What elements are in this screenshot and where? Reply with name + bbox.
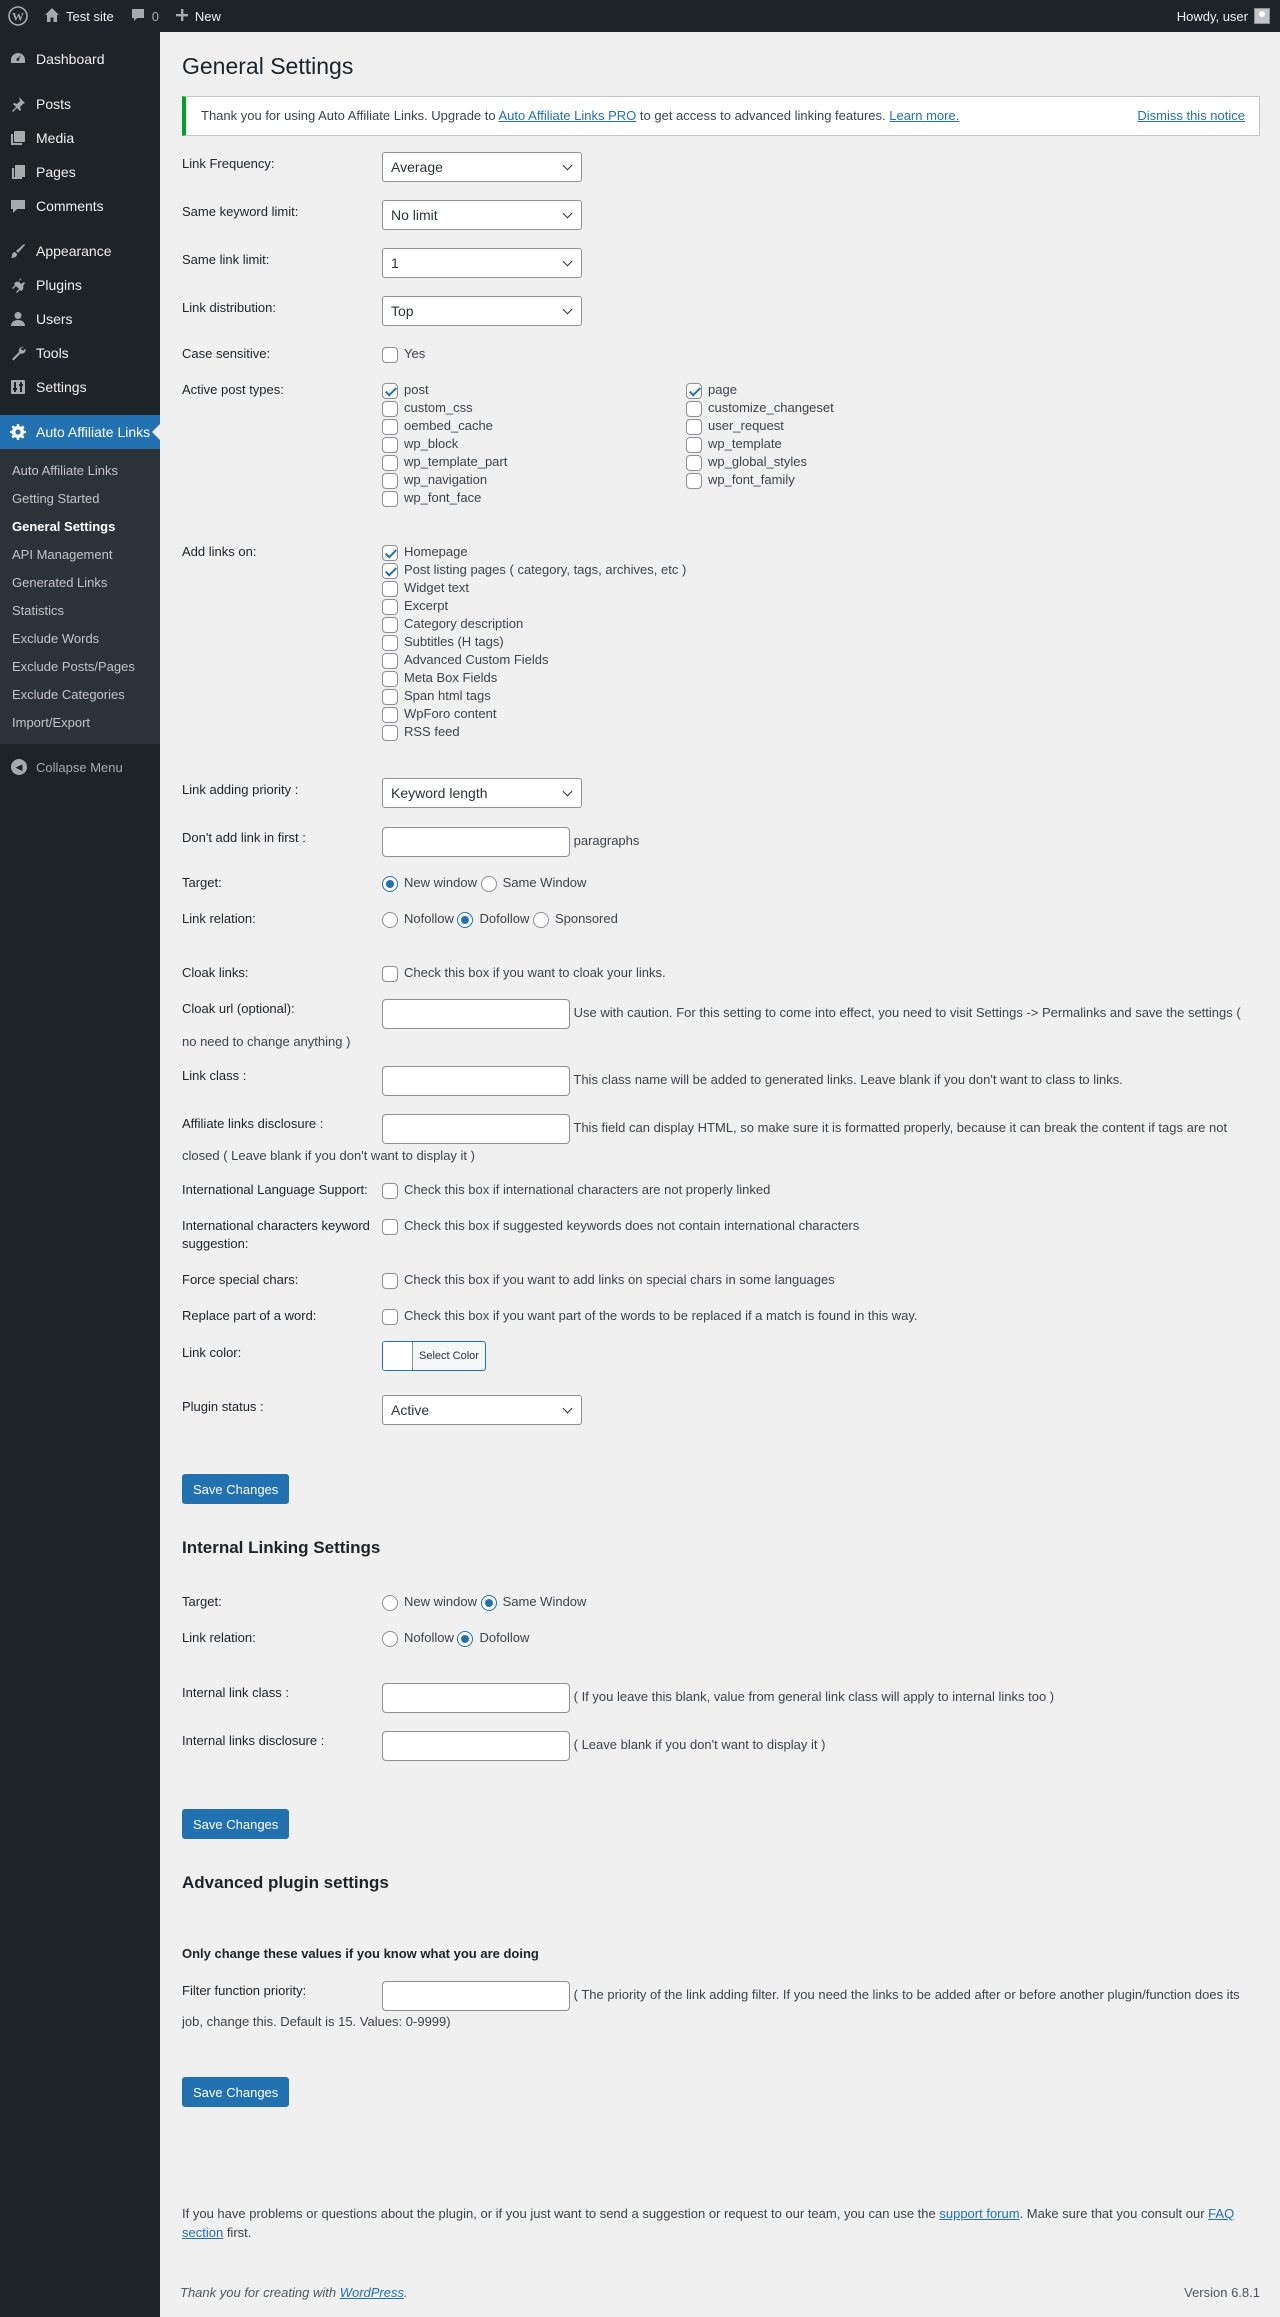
select-color-label: Select Color — [419, 1350, 479, 1362]
dashboard-icon — [0, 50, 36, 68]
filter-priority-desc: ( The priority of the link adding filter. If you need the links to be added after or before another plugin/function does its — [573, 1987, 1240, 2002]
post-type-user-request-checkbox[interactable] — [686, 419, 702, 435]
sidebar-item-label: Settings — [36, 379, 87, 395]
affiliate-disclosure-desc-2: closed ( Leave blank if you don't want to display it ) — [182, 1148, 475, 1163]
link-priority-value: Keyword length — [391, 785, 488, 801]
add-links-option-label: Subtitles (H tags) — [404, 634, 504, 649]
label-replace-part: Replace part of a word: — [182, 1308, 317, 1323]
footer-thanks: Thank you for creating with WordPress. — [180, 2285, 408, 2300]
same-link-limit-value: 1 — [391, 255, 399, 271]
submenu-exclude-categories[interactable]: Exclude Categories — [12, 686, 125, 702]
post-type-wp-block-checkbox[interactable] — [382, 437, 398, 453]
comments-link[interactable] — [122, 0, 167, 32]
same-keyword-limit-select[interactable] — [382, 200, 582, 230]
comment-icon — [130, 7, 146, 26]
sidebar-item-label: Pages — [36, 164, 76, 180]
color-swatch — [383, 1342, 413, 1370]
label-same-keyword-limit: Same keyword limit: — [182, 204, 299, 219]
target-same-window-radio[interactable] — [481, 876, 497, 892]
add-links-option-label: Meta Box Fields — [404, 670, 498, 685]
collapse-menu-label: Collapse Menu — [36, 759, 123, 775]
label-plugin-status: Plugin status : — [182, 1399, 264, 1414]
submenu-api-management[interactable]: API Management — [12, 546, 113, 562]
internal-relation-option-label: Nofollow — [404, 1630, 454, 1645]
submenu-statistics[interactable]: Statistics — [12, 602, 65, 618]
sidebar-item-label: Dashboard — [36, 51, 105, 67]
label-link-color: Link color: — [182, 1345, 242, 1360]
filter-priority-desc-2: job, change this. Default is 15. Values: 0-9999) — [182, 2014, 451, 2029]
save-advanced-button[interactable]: Save Changes — [182, 2077, 289, 2107]
submenu-exclude-words[interactable]: Exclude Words — [12, 630, 100, 646]
internal-class-desc: ( If you leave this blank, value from general link class will apply to internal links too ) — [573, 1689, 1055, 1704]
link-distribution-value: Top — [391, 303, 414, 319]
sidebar-item-media[interactable] — [0, 121, 160, 155]
post-type-label: wp_template_part — [404, 454, 508, 469]
sidebar-item-label: Users — [36, 311, 73, 327]
pro-link[interactable]: Auto Affiliate Links PRO — [498, 108, 637, 124]
label-link-priority: Link adding priority : — [182, 782, 299, 797]
submenu-getting-started[interactable]: Getting Started — [12, 490, 100, 506]
internal-target-same-window-radio[interactable] — [481, 1595, 497, 1611]
cloak-links-text: Check this box if you want to cloak your links. — [404, 965, 666, 980]
post-type-page-checkbox[interactable] — [686, 383, 702, 399]
post-type-wp-font-face-checkbox[interactable] — [382, 491, 398, 507]
add-links-option-label: Widget text — [404, 580, 470, 595]
affiliate-disclosure-desc: This field can display HTML, so make sure it is formatted properly, because it can break the content if tags are not — [573, 1120, 1228, 1135]
support-forum-link[interactable]: support forum — [939, 2206, 1020, 2221]
case-sensitive-option: Yes — [404, 346, 426, 361]
intl-language-checkbox[interactable] — [382, 1183, 398, 1199]
post-type-oembed-cache-checkbox[interactable] — [382, 419, 398, 435]
plugin-status-select[interactable] — [382, 1395, 582, 1425]
label-same-link-limit: Same link limit: — [182, 252, 270, 267]
footer — [180, 2285, 1260, 2300]
wrench-icon — [0, 344, 36, 362]
add-links-acf-checkbox[interactable] — [382, 653, 398, 669]
post-type-customize-changeset-checkbox[interactable] — [686, 401, 702, 417]
post-type-label: wp_font_face — [404, 490, 482, 505]
submenu-import-export[interactable]: Import/Export — [12, 714, 91, 730]
sidebar-item-label: Comments — [36, 198, 104, 214]
new-content-link[interactable] — [167, 0, 229, 32]
notice-text-2: to get access to advanced linking features. — [636, 108, 890, 124]
affiliate-disclosure-input[interactable] — [382, 1114, 570, 1144]
sidebar-item-tools[interactable] — [0, 336, 160, 370]
collapse-arrow-icon: ◀ — [11, 759, 27, 775]
label-case-sensitive: Case sensitive: — [182, 346, 271, 361]
brush-icon — [0, 242, 36, 260]
learn-more-link[interactable]: Learn more. — [889, 108, 960, 124]
post-type-wp-template-part-checkbox[interactable] — [382, 455, 398, 471]
add-links-rss-checkbox[interactable] — [382, 725, 398, 741]
post-type-label: wp_block — [404, 436, 459, 451]
new-label: New — [194, 8, 221, 24]
cloak-url-desc: Use with caution. For this setting to come into effect, you need to visit Settings -> Permalinks and save the settings ( — [573, 1005, 1241, 1020]
post-type-label: custom_css — [404, 400, 473, 415]
sidebar-item-posts[interactable] — [0, 87, 160, 121]
internal-class-input[interactable] — [382, 1683, 570, 1713]
post-type-label: wp_template — [708, 436, 782, 451]
post-type-wp-navigation-checkbox[interactable] — [382, 473, 398, 489]
internal-target-option-label: New window — [404, 1594, 477, 1609]
home-icon — [44, 7, 60, 26]
sidebar-item-label: Auto Affiliate Links — [36, 424, 151, 440]
add-links-option-label: Span html tags — [404, 688, 491, 703]
plugin-icon — [0, 276, 36, 294]
intl-language-text: Check this box if international characters are not properly linked — [404, 1182, 771, 1197]
admin-sidebar — [0, 32, 160, 2317]
save-internal-button[interactable]: Save Changes — [182, 1809, 289, 1839]
link-frequency-value: Average — [391, 159, 443, 175]
label-affiliate-disclosure: Affiliate links disclosure : — [182, 1116, 324, 1131]
label-filter-priority: Filter function priority: — [182, 1983, 307, 1998]
add-links-option-label: WpForo content — [404, 706, 497, 721]
submenu-general-settings[interactable]: General Settings — [12, 518, 116, 534]
sidebar-item-plugins[interactable] — [0, 268, 160, 302]
cloak-url-desc-2: no need to change anything ) — [182, 1034, 351, 1049]
add-links-span-checkbox[interactable] — [382, 689, 398, 705]
post-type-label: wp_navigation — [404, 472, 488, 487]
row-save-general — [182, 1474, 1260, 1504]
advanced-section-title: Advanced plugin settings — [182, 1873, 389, 1892]
label-target: Target: — [182, 875, 222, 890]
label-cloak-url: Cloak url (optional): — [182, 1001, 295, 1016]
site-name-link[interactable] — [36, 0, 122, 32]
sidebar-item-label: Posts — [36, 96, 72, 112]
label-intl-keyword: International characters keyword suggestion: — [182, 1218, 370, 1251]
sidebar-item-label: Plugins — [36, 277, 82, 293]
plus-icon — [175, 8, 189, 25]
post-type-label: wp_font_family — [708, 472, 795, 487]
comments-count: 0 — [151, 8, 159, 24]
post-type-label: wp_global_styles — [708, 454, 808, 469]
filter-priority-input[interactable] — [382, 1981, 570, 2011]
paragraphs-suffix: paragraphs — [573, 833, 640, 848]
post-type-custom-css-checkbox[interactable] — [382, 401, 398, 417]
wordpress-logo-icon[interactable] — [0, 0, 36, 32]
sidebar-item-auto-affiliate-links[interactable] — [0, 415, 160, 449]
label-link-distribution: Link distribution: — [182, 300, 276, 315]
dismiss-notice-link[interactable]: Dismiss this notice — [1137, 108, 1245, 124]
internal-target-new-window-radio[interactable] — [382, 1595, 398, 1611]
intl-keyword-checkbox[interactable] — [382, 1219, 398, 1235]
collapse-menu-button[interactable] — [0, 750, 160, 784]
add-links-option-label: Advanced Custom Fields — [404, 652, 549, 667]
media-icon — [0, 129, 36, 147]
sidebar-item-label: Appearance — [36, 243, 112, 259]
label-force-special-chars: Force special chars: — [182, 1272, 299, 1287]
add-links-metabox-checkbox[interactable] — [382, 671, 398, 687]
label-active-post-types: Active post types: — [182, 382, 284, 397]
row-save-internal — [182, 1809, 1260, 1839]
relation-option-label: Sponsored — [554, 911, 618, 926]
link-class-desc: This class name will be added to generated links. Leave blank if you don't want to class to links. — [573, 1072, 1123, 1087]
link-frequency-select[interactable] — [382, 152, 582, 182]
row-save-advanced — [182, 2077, 1260, 2107]
internal-section-title: Internal Linking Settings — [182, 1538, 381, 1557]
label-add-links-on: Add links on: — [182, 544, 257, 559]
force-special-chars-text: Check this box if you want to add links on special chars in some languages — [404, 1272, 835, 1287]
advanced-section — [182, 1873, 1260, 1893]
label-internal-disclosure: Internal links disclosure : — [182, 1733, 325, 1748]
post-type-post-checkbox[interactable] — [382, 383, 398, 399]
wordpress-link[interactable]: WordPress — [339, 2285, 404, 2300]
label-dont-add-first: Don't add link in first : — [182, 830, 306, 845]
submenu — [0, 449, 160, 744]
internal-disclosure-input[interactable] — [382, 1731, 570, 1761]
label-cloak-links: Cloak links: — [182, 965, 249, 980]
internal-relation-option-label: Dofollow — [479, 1630, 530, 1645]
pages-icon — [0, 163, 36, 181]
relation-option-label: Dofollow — [479, 911, 530, 926]
replace-part-checkbox[interactable] — [382, 1309, 398, 1325]
internal-relation-nofollow-radio[interactable] — [382, 1631, 398, 1647]
label-internal-relation: Link relation: — [182, 1630, 256, 1645]
add-links-option-label: Category description — [404, 616, 524, 631]
link-class-input[interactable] — [382, 1066, 570, 1096]
intl-keyword-text: Check this box if suggested keywords does not contain international characters — [404, 1218, 860, 1233]
select-color-button[interactable] — [382, 1341, 486, 1371]
sidebar-item-appearance[interactable] — [0, 234, 160, 268]
comments-icon — [0, 197, 36, 215]
advanced-warning: Only change these values if you know what you are doing — [182, 1946, 539, 1961]
main-content — [182, 32, 1260, 2240]
link-priority-select[interactable] — [382, 778, 582, 808]
replace-part-text: Check this box if you want part of the words to be replaced if a match is found in this way. — [404, 1308, 918, 1323]
version-text: Version 6.8.1 — [1184, 2285, 1260, 2300]
post-type-wp-font-family-checkbox[interactable] — [686, 473, 702, 489]
user-icon — [0, 310, 36, 328]
sidebar-item-users[interactable] — [0, 302, 160, 336]
svg-text:W: W — [12, 9, 24, 24]
sidebar-item-label: Tools — [36, 345, 69, 361]
add-links-wpforo-checkbox[interactable] — [382, 707, 398, 723]
upgrade-notice — [182, 96, 1260, 136]
post-type-label: user_request — [708, 418, 784, 433]
label-link-relation: Link relation: — [182, 911, 256, 926]
internal-disclosure-desc: ( Leave blank if you don't want to display it ) — [573, 1737, 826, 1752]
add-links-excerpt-checkbox[interactable] — [382, 599, 398, 615]
post-type-wp-global-styles-checkbox[interactable] — [686, 455, 702, 471]
post-type-label: page — [708, 382, 737, 397]
add-links-option-label: Post listing pages ( category, tags, archives, etc ) — [404, 562, 687, 577]
relation-nofollow-radio[interactable] — [382, 912, 398, 928]
add-links-homepage-checkbox[interactable] — [382, 545, 398, 561]
label-link-class: Link class : — [182, 1068, 247, 1083]
howdy-text: Howdy, user — [1176, 8, 1248, 24]
plugin-status-value: Active — [391, 1402, 430, 1418]
notice-text: Thank you for using Auto Affiliate Links. Upgrade to — [201, 108, 499, 124]
target-option-label: Same Window — [502, 875, 587, 890]
my-account[interactable] — [1177, 8, 1280, 24]
sidebar-item-pages[interactable] — [0, 155, 160, 189]
target-option-label: New window — [404, 875, 477, 890]
target-new-window-radio[interactable] — [382, 876, 398, 892]
internal-section — [182, 1538, 1260, 1558]
dont-add-first-input[interactable] — [382, 827, 570, 857]
same-keyword-limit-value: No limit — [391, 207, 438, 223]
post-type-label: customize_changeset — [708, 400, 834, 415]
submenu-exclude-posts-pages[interactable]: Exclude Posts/Pages — [12, 658, 135, 674]
gear-icon — [0, 423, 36, 441]
help-text — [182, 2204, 1252, 2242]
cloak-links-checkbox[interactable] — [382, 966, 398, 982]
post-type-label: oembed_cache — [404, 418, 493, 433]
relation-dofollow-radio[interactable] — [457, 912, 473, 928]
submenu-auto-affiliate-links[interactable]: Auto Affiliate Links — [12, 462, 118, 478]
add-links-option-label: Homepage — [404, 544, 468, 559]
same-link-limit-select[interactable] — [382, 248, 582, 278]
relation-sponsored-radio[interactable] — [533, 912, 549, 928]
page-title: General Settings — [182, 53, 354, 79]
add-links-category-checkbox[interactable] — [382, 617, 398, 633]
label-internal-target: Target: — [182, 1594, 222, 1609]
sidebar-item-comments[interactable] — [0, 189, 160, 223]
relation-option-label: Nofollow — [404, 911, 454, 926]
force-special-chars-checkbox[interactable] — [382, 1273, 398, 1289]
help-text-3: first. — [223, 2225, 252, 2240]
link-distribution-select[interactable] — [382, 296, 582, 326]
internal-target-option-label: Same Window — [502, 1594, 587, 1609]
help-text-1: If you have problems or questions about the plugin, or if you just want to send a suggestion or request to our team, you can use the — [182, 2206, 940, 2221]
add-links-option-label: Excerpt — [404, 598, 449, 613]
pin-icon — [0, 95, 36, 113]
label-link-frequency: Link Frequency: — [182, 156, 275, 171]
sidebar-item-dashboard[interactable] — [0, 42, 160, 76]
avatar — [1254, 8, 1270, 24]
submenu-generated-links[interactable]: Generated Links — [12, 574, 108, 590]
help-text-2: . Make sure that you consult our — [1019, 2206, 1209, 2221]
post-type-label: post — [404, 382, 429, 397]
sidebar-item-settings[interactable] — [0, 370, 160, 404]
case-sensitive-checkbox[interactable] — [382, 347, 398, 363]
site-name: Test site — [66, 8, 114, 24]
add-links-listing-checkbox[interactable] — [382, 563, 398, 579]
settings-icon — [0, 378, 36, 396]
add-links-widget-checkbox[interactable] — [382, 581, 398, 597]
label-intl-language: International Language Support: — [182, 1182, 368, 1197]
label-internal-class: Internal link class : — [182, 1685, 289, 1700]
save-changes-button[interactable]: Save Changes — [182, 1474, 289, 1504]
add-links-option-label: RSS feed — [404, 724, 460, 739]
admin-bar — [0, 0, 1280, 32]
sidebar-item-label: Media — [36, 130, 75, 146]
add-links-subtitles-checkbox[interactable] — [382, 635, 398, 651]
faq-section-link[interactable]: FAQ section — [182, 2206, 1235, 2240]
internal-relation-dofollow-radio[interactable] — [457, 1631, 473, 1647]
cloak-url-input[interactable] — [382, 999, 570, 1029]
post-type-wp-template-checkbox[interactable] — [686, 437, 702, 453]
